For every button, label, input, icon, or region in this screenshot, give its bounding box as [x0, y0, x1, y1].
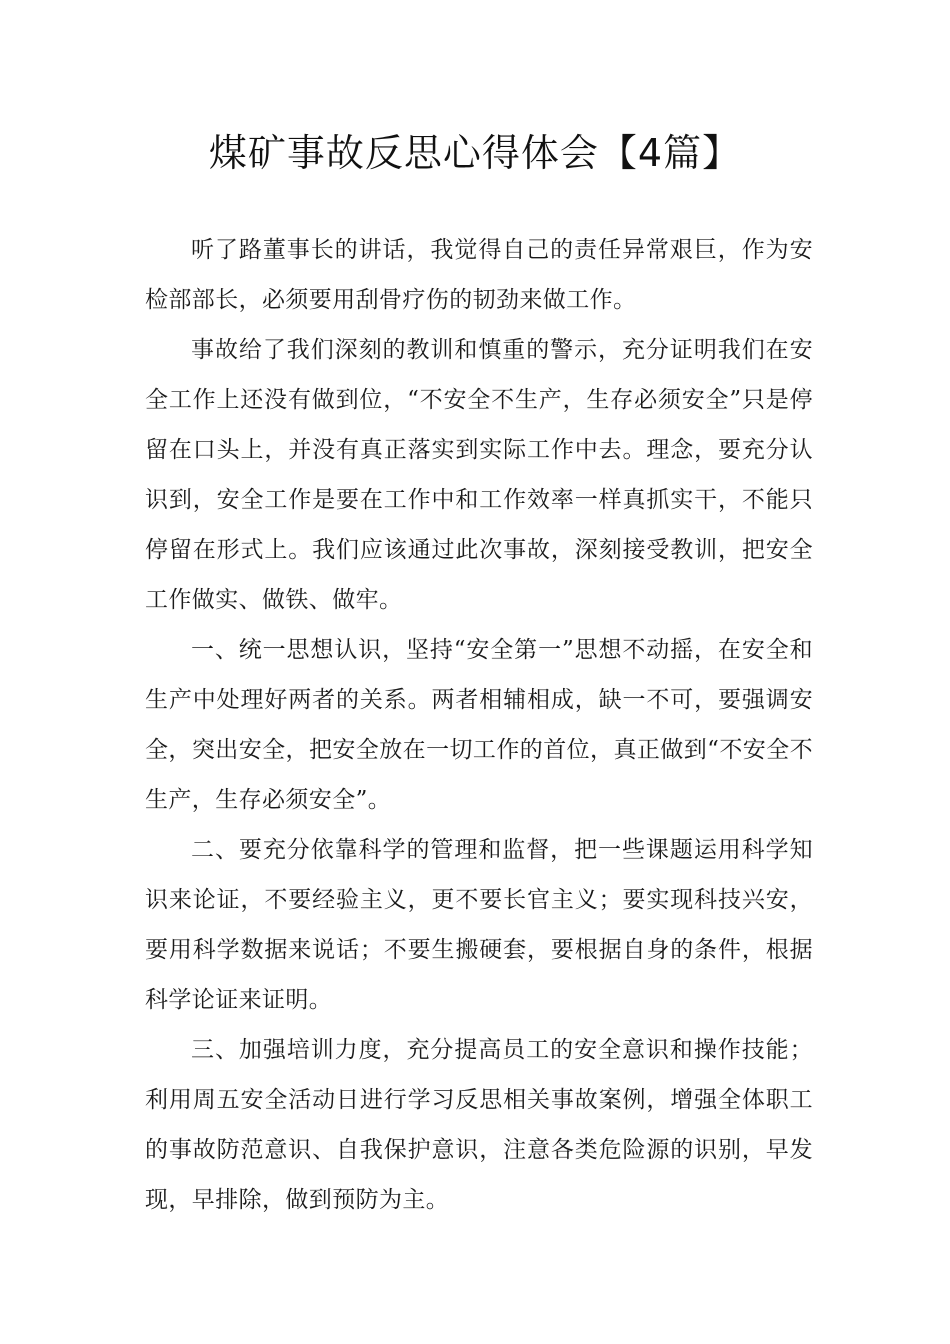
document-title: 煤矿事故反思心得体会【4篇】: [208, 131, 742, 175]
paragraph-lessons: 事故给了我们深刻的教训和慎重的警示，充分证明我们在安全工作上还没有做到位，“不安全不生产，生存必须安全”只是停留在口头上，并没有真正落实到实际工作中去。理念，要充分认识到，安全工作是要在工作中和工作效率一样真抓实干，不能只停留在形式上。我们应该通过此次事故，深刻接受教训，把安全工作做实、做铁、做牢。: [145, 337, 813, 613]
paragraph-point-three: 三、加强培训力度，充分提高员工的安全意识和操作技能；利用周五安全活动日进行学习反思相关事故案例，增强全体职工的事故防范意识、自我保护意识，注意各类危险源的识别，早发现，早排除，做到预防为主。: [145, 1037, 813, 1213]
document-body: [145, 225, 813, 1225]
paragraph-point-two: 二、要充分依靠科学的管理和监督，把一些课题运用科学知识来论证，不要经验主义，更不要长官主义；要实现科技兴安，要用科学数据来说话；不要生搬硬套，要根据自身的条件，根据科学论证来证明。: [145, 837, 813, 1013]
paragraph-point-one: 一、统一思想认识，坚持“安全第一”思想不动摇，在安全和生产中处理好两者的关系。两者相辅相成，缺一不可，要强调安全，突出安全，把安全放在一切工作的首位，真正做到“不安全不生产，生存必须安全”。: [145, 637, 813, 813]
paragraph-intro: 听了路董事长的讲话，我觉得自己的责任异常艰巨，作为安检部部长，必须要用刮骨疗伤的韧劲来做工作。: [145, 237, 813, 313]
